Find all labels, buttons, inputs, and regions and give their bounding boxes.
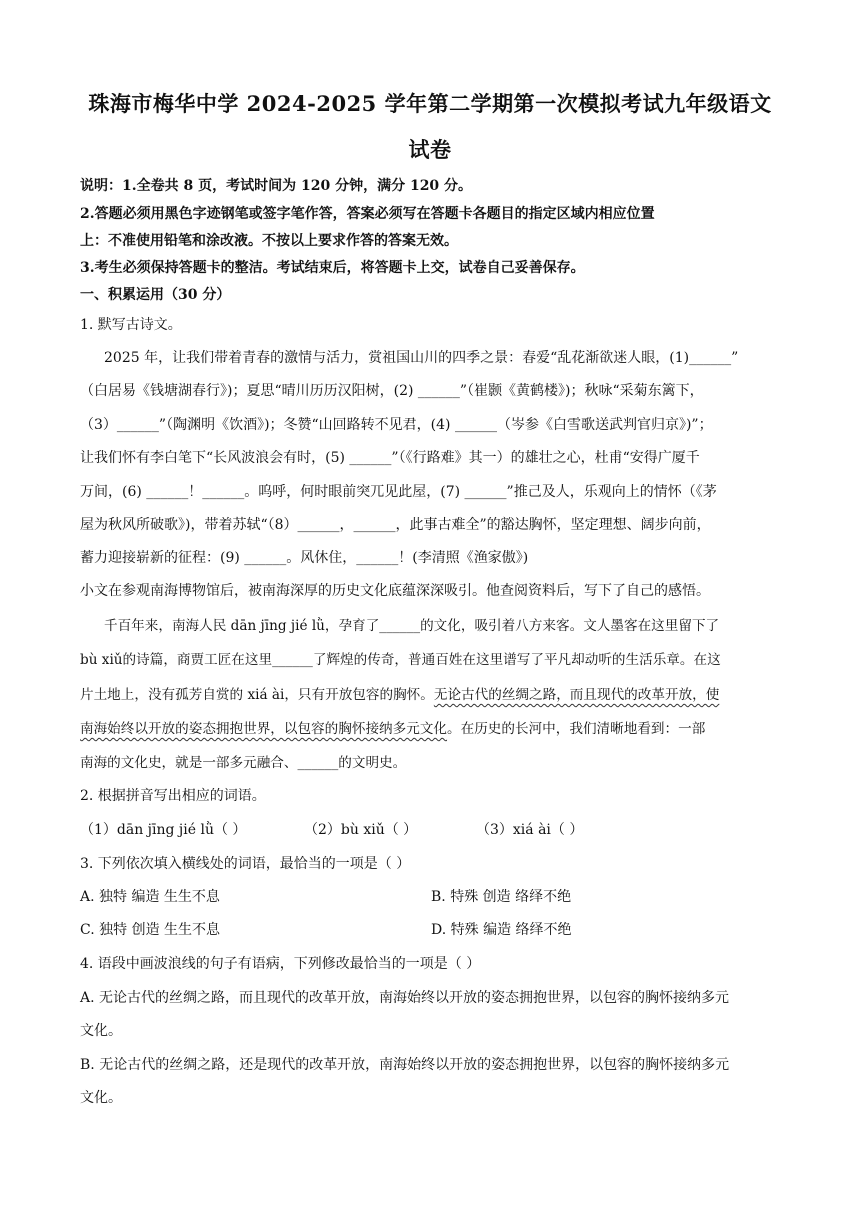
passage-text: 。在历史的长河中，我们清晰地看到：一部: [447, 721, 706, 737]
question-4-option-b: B. 无论古代的丝绸之路，还是现代的改革开放，南海始终以开放的姿态拥抱世界，以包容的胸怀接纳多元: [80, 1057, 730, 1073]
passage-line: 千百年来，南海人民 dān jīng jié lǜ，孕育了______的文化，吸引着八方来客。文人墨客在这里留下了: [104, 618, 720, 634]
question-1-text: 屋为秋风所破歌》)，带着苏轼“（8）______，______，此事古难全”的豁达胸怀，坚定理想、阔步向前，: [80, 517, 711, 533]
question-4-label: 4. 语段中画波浪线的句子有语病，下列修改最恰当的一项是（ ）: [80, 956, 481, 972]
question-2-blank-1: （1）dān jīng jié lǜ（ ）: [80, 822, 247, 838]
question-2-blank-2: （2）bù xiǔ（ ）: [304, 822, 418, 838]
passage-text: 片土地上，没有孤芳自赏的 xiá ài，只有开放包容的胸怀。: [80, 687, 434, 703]
wavy-underlined-sentence: 无论古代的丝绸之路，而且现代的改革开放，使: [433, 687, 720, 703]
exam-title-line1: 珠海市梅华中学 2024-2025 学年第二学期第一次模拟考试九年级语文: [88, 91, 772, 116]
passage-intro: 小文在参观南海博物馆后，被南海深厚的历史文化底蕴深深吸引。他查阅资料后，写下了自己的感悟。: [80, 583, 710, 599]
question-4-option-a-cont: 文化。: [80, 1023, 122, 1039]
question-3-option-d: D. 特殊 编造 络绎不绝: [431, 922, 572, 938]
passage-line: bù xiǔ的诗篇，商贾工匠在这里______了辉煌的传奇，普通百姓在这里谱写了平凡却动听的生活乐章。在这: [80, 652, 721, 668]
question-3-option-a: A. 独特 编造 生生不息: [80, 889, 220, 905]
question-4-option-a: A. 无论古代的丝绸之路，而且现代的改革开放，南海始终以开放的姿态拥抱世界，以包容的胸怀接纳多元: [80, 990, 730, 1006]
question-1-text: 蓄力迎接崭新的征程：(9) ______。风休住，______！(李清照《渔家傲》): [80, 550, 529, 566]
instruction-1: 说明：1.全卷共 8 页，考试时间为 120 分钟，满分 120 分。: [80, 178, 473, 194]
passage-line: [80, 717, 705, 737]
question-3-option-c: C. 独特 创造 生生不息: [80, 922, 221, 938]
question-1-text: （3）______”（陶渊明《饮酒》)；冬赞“山回路转不见君，(4) ______（岑参《白雪歌送武判官归京》)”；: [80, 417, 713, 433]
section-heading: 一、积累运用（30 分）: [80, 287, 231, 303]
instruction-3: 3.考生必须保持答题卡的整洁。考试结束后，将答题卡上交，试卷自己妥善保存。: [80, 260, 585, 276]
question-1-text: 让我们怀有李白笔下“长风波浪会有时，(5) ______”（《行路难》其一）的雄壮之心，杜甫“安得广厦千: [80, 450, 700, 466]
question-1-text: 2025 年，让我们带着青春的激情与活力，赏祖国山川的四季之景：春爱“乱花渐欲迷人眼，(1)______”: [104, 350, 739, 366]
instruction-2-cont: 上：不准使用铅笔和涂改液。不按以上要求作答的答案无效。: [80, 233, 458, 249]
exam-title-line2: 试卷: [408, 137, 452, 162]
wavy-underlined-sentence: 南海始终以开放的姿态拥抱世界，以包容的胸怀接纳多元文化: [80, 721, 448, 737]
question-4-option-b-cont: 文化。: [80, 1090, 122, 1106]
question-1-label: 1. 默写古诗文。: [80, 317, 182, 333]
question-1-text: （白居易《钱塘湖春行》)；夏思“晴川历历汉阳树，(2) ______”（崔颢《黄鹤楼》)；秋咏“采菊东篱下，: [80, 383, 704, 399]
instruction-2: 2.答题必须用黑色字迹钢笔或签字笔作答，答案必须写在答题卡各题目的指定区域内相应位置: [80, 206, 655, 222]
question-3-option-b: B. 特殊 创造 络绎不绝: [431, 889, 572, 905]
passage-line: [80, 683, 719, 703]
passage-line: 南海的文化史，就是一部多元融合、______的文明史。: [80, 755, 407, 771]
question-1-text: 万间，(6) ______！______。呜呼，何时眼前突兀见此屋，(7) ______”推己及人，乐观向上的情怀（《茅: [80, 484, 717, 500]
question-2-blank-3: （3）xiá ài（ ）: [476, 822, 584, 838]
question-3-label: 3. 下列依次填入横线处的词语，最恰当的一项是（ ）: [80, 856, 411, 872]
question-2-label: 2. 根据拼音写出相应的词语。: [80, 788, 266, 804]
